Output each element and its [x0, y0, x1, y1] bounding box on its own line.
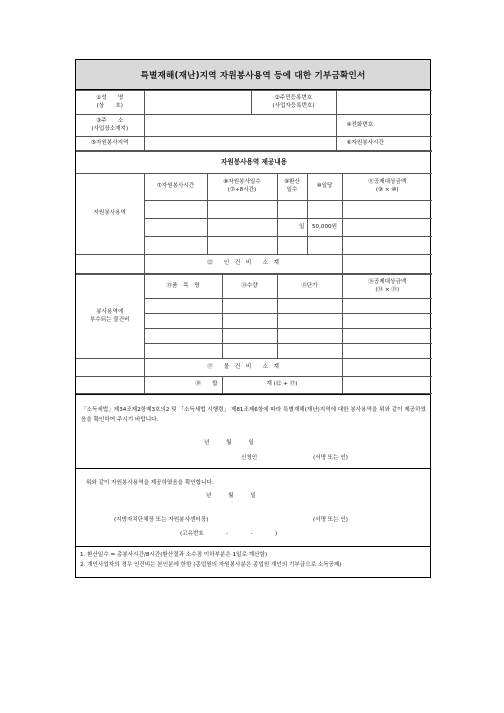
service-days-field[interactable]	[207, 237, 277, 255]
grand-total-field[interactable]	[342, 377, 432, 394]
grand-total-label: ⑱ 합	[144, 377, 222, 394]
item-name-field[interactable]	[144, 344, 222, 359]
statement-text: 「소득세법」제34조제2항제3호의2 및 「소득세법 시행령」 제81조제6항에 따라 특별재해(재난)지역에 대한 봉사용역을 위와 같이 제공하였음을 확인하여 주시기 바랍니다.	[81, 407, 426, 423]
applicant-sign[interactable]: (서명 또는 인)	[313, 455, 348, 461]
applicant-label: 신청인	[241, 455, 258, 461]
unit-price-field[interactable]	[277, 314, 342, 329]
quantity-field[interactable]	[222, 299, 277, 314]
blank-cell	[76, 377, 144, 394]
service-hours-field[interactable]	[144, 237, 207, 255]
item-name-field[interactable]	[144, 299, 222, 314]
deductible-amount-field[interactable]	[342, 219, 432, 237]
col-goods-deductible: ⑯공제대상금액 (⑭ × ⑮)	[342, 275, 432, 299]
service-area-label: ⑤자원봉사지역	[76, 137, 144, 151]
converted-days-field[interactable]	[277, 201, 307, 219]
address-label: ③주 소 (사업장소재지)	[76, 115, 144, 137]
service-time-cell[interactable]	[336, 137, 432, 151]
confirmation-text: 위와 같이 자원봉사용역을 제공하였음을 확인합니다.	[86, 480, 214, 486]
service-area-field[interactable]	[144, 137, 336, 151]
confirmation-block	[76, 468, 430, 546]
goods-subtotal-field[interactable]	[342, 359, 432, 377]
statement-date[interactable]: 년 월 일	[204, 440, 254, 446]
form-title: 특별재해(재난)지역 자원봉사용역 등에 대한 기부금확인서	[76, 60, 430, 90]
day-unit: 일	[277, 219, 307, 237]
col-item-name: ⑬품 목 명	[144, 275, 222, 299]
note-item: 1. 환산일수 = 총봉사시간/8시간(환산결과 소수점 이하부분은 1일로 계산함)	[80, 552, 268, 558]
address-field[interactable]	[144, 115, 336, 137]
note-item: 2. 개인사업자의 경우 인건비는 본인분에 한함 (종업원의 자원봉사분은 종업원 개인의 기부금으로 소득공제)	[80, 561, 342, 568]
authority-label: (지방자치단체장 또는 자원봉사센터장)	[114, 517, 209, 523]
unit-price-field[interactable]	[277, 299, 342, 314]
quantity-field[interactable]	[222, 314, 277, 329]
unit-price-field[interactable]	[277, 344, 342, 359]
goods-amount-field[interactable]	[342, 329, 432, 344]
goods-amount-field[interactable]	[342, 299, 432, 314]
unit-price-field[interactable]	[277, 329, 342, 344]
phone-cell[interactable]	[336, 115, 432, 137]
deductible-amount-field[interactable]	[342, 237, 432, 255]
labor-subtotal-label: ⑫ 인 건 비 소 계	[144, 255, 342, 274]
col-quantity: ⑭수량	[222, 275, 277, 299]
col-converted-days: ⑨환산 일수	[277, 174, 307, 201]
col-service-days: ⑧자원봉사일수 (⑦÷8시간)	[207, 174, 277, 201]
goods-table	[76, 274, 432, 394]
confirmation-date[interactable]: 년 월 일	[206, 493, 256, 499]
name-label: ①성 명 (상 호)	[76, 91, 144, 115]
name-field[interactable]	[144, 91, 251, 115]
quantity-field[interactable]	[222, 344, 277, 359]
applicant-info-table	[76, 90, 432, 151]
goods-amount-field[interactable]	[342, 344, 432, 359]
phone-label: ④전화번호	[346, 121, 374, 128]
donation-confirmation-form	[75, 59, 431, 578]
service-details-table	[76, 151, 432, 274]
converted-days-field[interactable]	[277, 237, 307, 255]
quantity-field[interactable]	[222, 329, 277, 344]
item-name-field[interactable]	[144, 329, 222, 344]
service-days-field[interactable]	[207, 219, 277, 237]
col-deductible-amount: ⑪공제대상금액 (⑨ × ⑩)	[342, 174, 432, 201]
goods-subtotal-label: ⑰ 물 건 비 소 계	[144, 359, 342, 377]
service-section-title: 자원봉사용역 제공내용	[76, 152, 432, 174]
labor-subtotal-field[interactable]	[342, 255, 432, 274]
daily-rate-value: 50,000원	[307, 219, 342, 237]
item-name-field[interactable]	[144, 314, 222, 329]
service-row-label: 자원봉사용역	[76, 174, 144, 255]
col-daily-rate: ⑩일당	[307, 174, 342, 201]
daily-rate-field[interactable]	[307, 201, 342, 219]
goods-row-label: 봉사용역에 부수되는 물건비	[76, 275, 144, 359]
statement-block	[76, 394, 430, 468]
service-time-label: ⑥자원봉사시간	[346, 139, 384, 146]
col-service-hours: ⑦자원봉사시간	[144, 174, 207, 201]
blank-cell	[76, 359, 144, 377]
blank-cell	[76, 255, 144, 274]
id-number-label: ②주민등록번호 (사업자등록번호)	[251, 91, 336, 115]
goods-amount-field[interactable]	[342, 314, 432, 329]
id-number-field[interactable]	[336, 91, 432, 115]
service-hours-field[interactable]	[144, 201, 207, 219]
deductible-amount-field[interactable]	[342, 201, 432, 219]
col-unit-price: ⑮단가	[277, 275, 342, 299]
daily-rate-field[interactable]	[307, 237, 342, 255]
service-hours-field[interactable]	[144, 219, 207, 237]
notes-block	[76, 546, 430, 577]
grand-total-sum: 계 (⑫ + ⑰)	[222, 377, 342, 394]
authority-sign[interactable]: (서명 또는 인)	[313, 517, 348, 523]
service-days-field[interactable]	[207, 201, 277, 219]
unique-number[interactable]: (고유번호 - - )	[180, 531, 278, 537]
